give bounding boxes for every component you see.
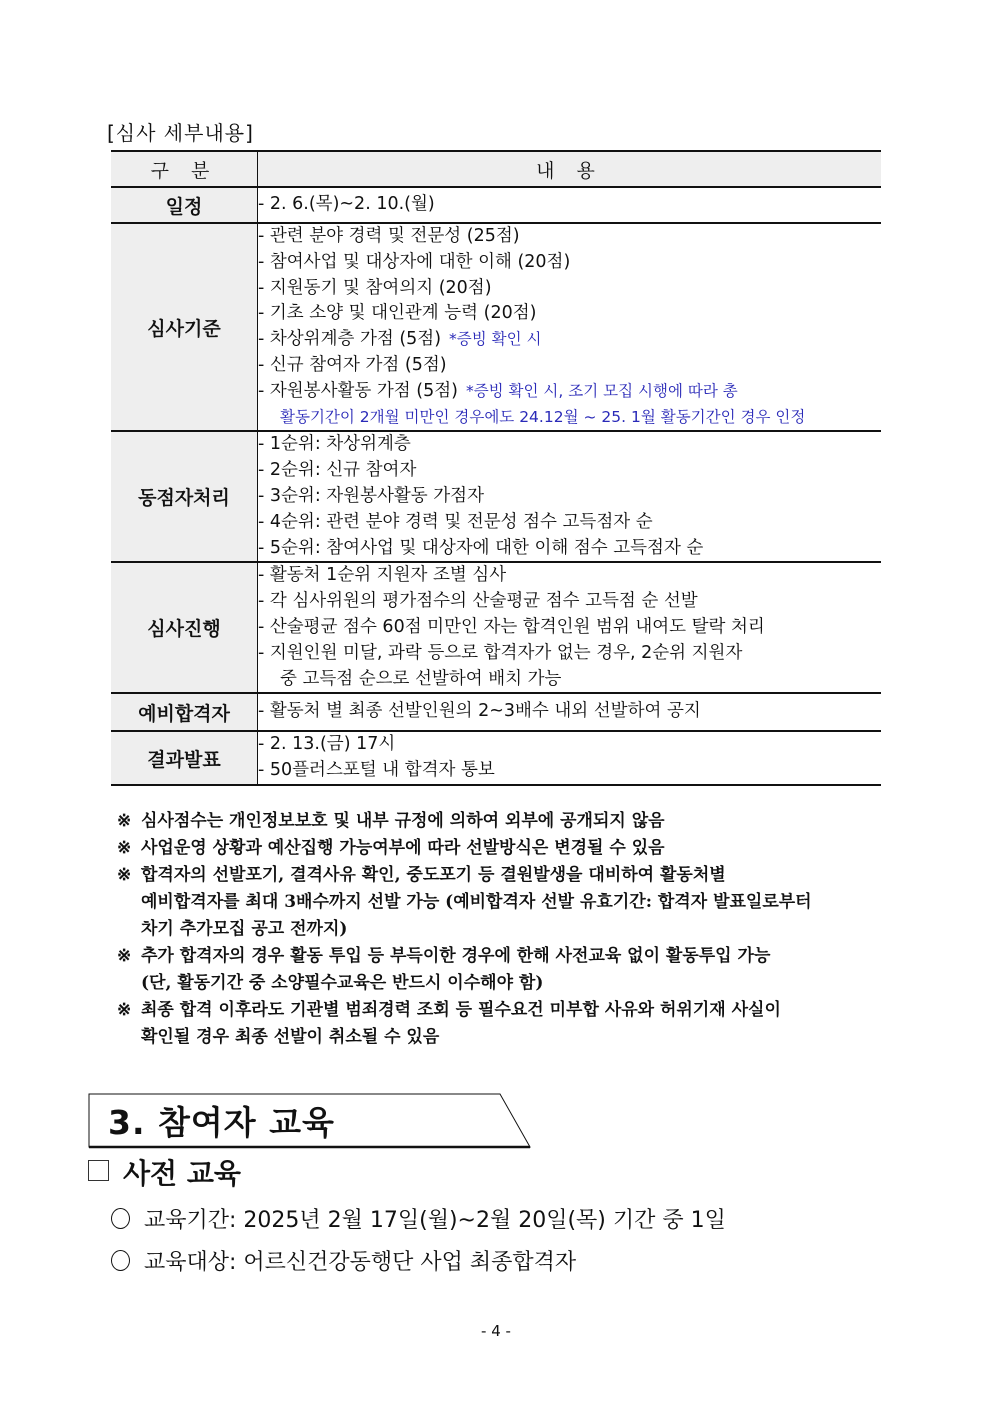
row-label: 심사진행 — [111, 562, 258, 693]
note-text: 심사점수는 개인정보보호 및 내부 규정에 의하여 외부에 공개되지 않음 — [141, 811, 665, 831]
content-line — [258, 405, 881, 431]
note-line — [117, 997, 917, 1024]
note-line — [117, 916, 917, 943]
table-caption: [심사 세부내용] — [107, 121, 254, 145]
notes-list — [117, 808, 917, 1051]
content-line — [258, 276, 881, 302]
row-label: 결과발표 — [111, 731, 258, 785]
note-text: 차기 추가모집 공고 전까지) — [141, 919, 348, 939]
table-row — [111, 731, 881, 785]
line-text: - 활동처 1순위 지원자 조별 심사 — [258, 565, 507, 586]
review-details-table — [111, 150, 881, 786]
reference-mark-icon: ※ — [117, 865, 132, 885]
header-category: 구 분 — [111, 151, 258, 187]
content-line — [258, 536, 881, 562]
note-line — [117, 1024, 917, 1051]
line-text: - 3순위: 자원봉사활동 가점자 — [258, 485, 484, 506]
line-text: - 관련 분야 경력 및 전문성 (25점) — [258, 226, 520, 246]
reference-mark-icon: ※ — [117, 811, 132, 831]
row-label: 심사기준 — [111, 223, 258, 431]
note-line — [117, 835, 917, 862]
row-content — [258, 562, 882, 693]
note-text: (단, 활동기간 중 소양필수교육은 반드시 이수해야 함) — [141, 973, 544, 993]
table-row — [111, 562, 881, 693]
bullet-item — [111, 1245, 576, 1276]
circle-bullet-icon — [111, 1250, 130, 1271]
row-content — [258, 431, 882, 562]
content-line — [258, 458, 881, 484]
content-line — [258, 250, 881, 276]
note-line — [117, 943, 917, 970]
content-line — [258, 699, 881, 725]
line-text: - 참여사업 및 대상자에 대한 이해 (20점) — [258, 251, 571, 272]
line-text: - 5순위: 참여사업 및 대상자에 대한 이해 점수 고득점자 순 — [258, 537, 704, 558]
table-header-row — [111, 151, 881, 187]
content-line — [258, 510, 881, 536]
bullet-text: 교육기간: 2025년 2월 17일(월)~2월 20일(목) 기간 중 1일 — [144, 1208, 726, 1233]
line-text: - 1순위: 차상위계층 — [258, 434, 411, 455]
line-text: - 자원봉사활동 가점 (5점) — [258, 380, 458, 401]
line-text: - 지원인원 미달, 과락 등으로 합격자가 없는 경우, 2순위 지원자 — [258, 642, 743, 663]
line-text: - 차상위계층 가점 (5점) — [258, 329, 442, 350]
reference-mark-icon: ※ — [117, 946, 132, 966]
annotation-note: 활동기간이 2개월 미만인 경우에도 24.12월 ~ 25. 1월 활동기간인 경우 인정 — [280, 407, 806, 426]
content-line — [258, 379, 881, 405]
content-line — [258, 758, 881, 784]
content-line — [258, 615, 881, 641]
row-label: 동점자처리 — [111, 431, 258, 562]
row-content — [258, 187, 882, 223]
content-line — [258, 732, 881, 758]
subsection-title: 사전 교육 — [123, 1157, 241, 1190]
content-line — [258, 484, 881, 510]
line-text: 중 고득점 순으로 선발하여 배치 가능 — [280, 668, 562, 689]
row-label: 예비합격자 — [111, 693, 258, 731]
line-text: - 2. 13.(금) 17시 — [258, 734, 396, 755]
reference-mark-icon: ※ — [117, 1000, 132, 1020]
table-row — [111, 693, 881, 731]
table-row — [111, 187, 881, 223]
content-line — [258, 563, 881, 589]
note-text: 예비합격자를 최대 3배수까지 선발 가능 (예비합격자 선발 유효기간: 합격자 발표일로부터 — [141, 892, 812, 912]
header-content: 내 용 — [258, 151, 882, 187]
note-line — [117, 889, 917, 916]
line-text: - 4순위: 관련 분야 경력 및 전문성 점수 고득점자 순 — [258, 511, 653, 532]
note-text: 추가 합격자의 경우 활동 투입 등 부득이한 경우에 한해 사전교육 없이 활동투입 가능 — [141, 946, 771, 966]
subsection-heading — [88, 1152, 241, 1192]
note-text: 합격자의 선발포기, 결격사유 확인, 중도포기 등 결원발생을 대비하여 활동처별 — [141, 865, 726, 885]
table-row — [111, 223, 881, 431]
annotation-note: *증빙 확인 시, 조기 모집 시행에 따라 총 — [465, 381, 738, 400]
content-line — [258, 641, 881, 667]
annotation-note: *증빙 확인 시 — [449, 330, 542, 349]
bullet-text: 교육대상: 어르신건강동행단 사업 최종합격자 — [144, 1250, 577, 1275]
content-line — [258, 353, 881, 379]
line-text: - 2. 6.(목)~2. 10.(월) — [258, 194, 435, 215]
line-text: - 50플러스포털 내 합격자 통보 — [258, 760, 495, 781]
circle-bullet-icon — [111, 1208, 130, 1229]
line-text: - 기초 소양 및 대인관계 능력 (20점) — [258, 303, 537, 324]
line-text: - 신규 참여자 가점 (5점) — [258, 354, 447, 375]
table-row — [111, 431, 881, 562]
row-content — [258, 731, 882, 785]
section-title: 3. 참여자 교육 — [108, 1103, 335, 1142]
content-line — [258, 327, 881, 353]
content-line — [258, 432, 881, 458]
content-line — [258, 224, 881, 250]
note-text: 최종 합격 이후라도 기관별 범죄경력 조회 등 필수요건 미부합 사유와 허위기재 사실이 — [141, 1000, 781, 1020]
page-number: - 4 - — [481, 1322, 511, 1340]
note-text: 사업운영 상황과 예산집행 가능여부에 따라 선발방식은 변경될 수 있음 — [141, 838, 665, 858]
reference-mark-icon: ※ — [117, 838, 132, 858]
content-line — [258, 589, 881, 615]
note-line — [117, 862, 917, 889]
row-label: 일정 — [111, 187, 258, 223]
line-text: - 2순위: 신규 참여자 — [258, 460, 417, 481]
bullet-item — [111, 1203, 726, 1234]
line-text: - 활동처 별 최종 선발인원의 2~3배수 내외 선발하여 공지 — [258, 701, 701, 722]
note-line — [117, 970, 917, 997]
row-content — [258, 223, 882, 431]
line-text: - 지원동기 및 참여의지 (20점) — [258, 277, 492, 298]
content-line — [258, 301, 881, 327]
note-line — [117, 808, 917, 835]
content-line — [258, 192, 881, 218]
content-line — [258, 667, 881, 693]
note-text: 확인될 경우 최종 선발이 취소될 수 있음 — [141, 1027, 440, 1047]
section-heading — [88, 1093, 530, 1147]
line-text: - 산술평균 점수 60점 미만인 자는 합격인원 범위 내여도 탈락 처리 — [258, 616, 765, 637]
square-bullet-icon — [88, 1160, 109, 1181]
line-text: - 각 심사위원의 평가점수의 산술평균 점수 고득점 순 선발 — [258, 591, 698, 612]
row-content — [258, 693, 882, 731]
